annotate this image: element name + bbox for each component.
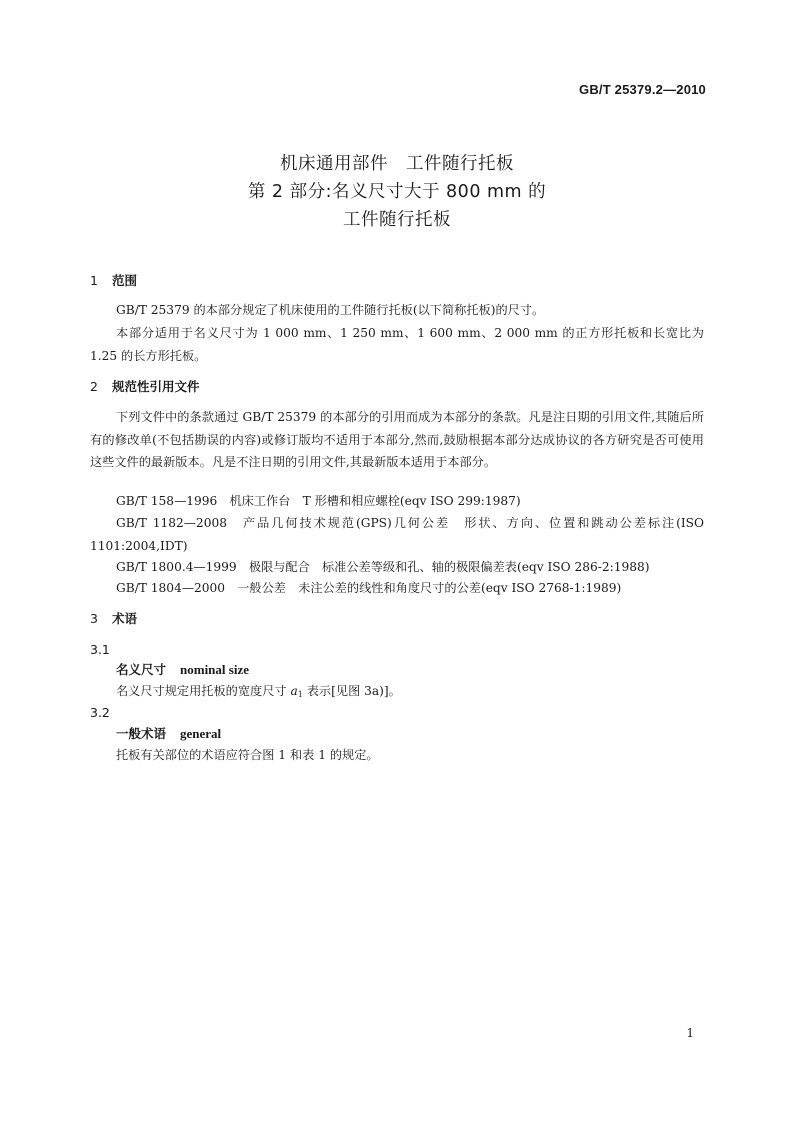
section-1-para-1: GB/T 25379 的本部分规定了机床使用的工件随行托板(以下简称托板)的尺寸。: [116, 303, 545, 317]
term-name-en: nominal size: [180, 662, 249, 677]
term-name-en: general: [180, 726, 222, 741]
section-number: 1: [90, 273, 98, 288]
reference-item: GB/T 1800.4—1999 极限与配合 标准公差等级和孔、轴的极限偏差表(eqv ISO 286-2:1988): [116, 560, 650, 574]
term-definition: 托板有关部位的术语应符合图 1 和表 1 的规定。: [116, 748, 379, 762]
section-1-para-2: 本部分适用于名义尺寸为 1 000 mm、1 250 mm、1 600 mm、2 000 mm 的正方形托板和长宽比为 1.25 的长方形托板。: [90, 326, 704, 363]
section-2-heading: [90, 378, 200, 396]
reference-item: GB/T 1182—2008 产品几何技术规范(GPS)几何公差 形状、方向、位置和跳动公差标注(ISO 1101:2004,IDT): [90, 516, 704, 553]
reference-item: GB/T 158—1996 机床工作台 T 形槽和相应螺栓(eqv ISO 299:1987): [116, 494, 521, 508]
section-2-intro: 下列文件中的条款通过 GB/T 25379 的本部分的引用而成为本部分的条款。凡是注日期的引用文件,其随后所有的修改单(不包括勘误的内容)或修订版均不适用于本部分,然而,鼓励根据本部分达成协议的各方研究是否可使用这些文件的最新版本。凡是不注日期的引用文件,其最新版本适用于本部分。: [90, 410, 704, 469]
section-number: 2: [90, 379, 98, 394]
standard-code: GB/T 25379.2—2010: [579, 82, 706, 97]
term-name-cn: 名义尺寸: [116, 662, 167, 677]
page-number: 1: [686, 1026, 694, 1040]
section-title: 范围: [112, 273, 138, 288]
section-title: 术语: [112, 611, 138, 626]
term-number: 3.2: [90, 705, 110, 720]
title-line-1: 机床通用部件 工件随行托板: [280, 154, 514, 174]
variable-a: a: [290, 684, 298, 698]
term-definition: [116, 680, 401, 707]
section-1-heading: [90, 272, 137, 290]
section-title: 规范性引用文件: [112, 379, 200, 394]
term-heading: [116, 661, 249, 679]
reference-item: GB/T 1804—2000 一般公差 未注公差的线性和角度尺寸的公差(eqv ISO 2768-1:1989): [116, 581, 622, 595]
title-line-2: 第 2 部分:名义尺寸大于 800 mm 的: [247, 182, 547, 202]
definition-text: 表示[见图 3a)]。: [302, 684, 401, 698]
section-number: 3: [90, 611, 98, 626]
definition-text: 名义尺寸规定用托板的宽度尺寸: [116, 684, 291, 698]
term-name-cn: 一般术语: [116, 726, 167, 741]
term-heading: [116, 725, 221, 743]
term-number: 3.1: [90, 642, 110, 657]
section-3-heading: [90, 610, 137, 628]
title-line-3: 工件随行托板: [343, 210, 451, 230]
variable-subscript: 1: [297, 690, 303, 699]
